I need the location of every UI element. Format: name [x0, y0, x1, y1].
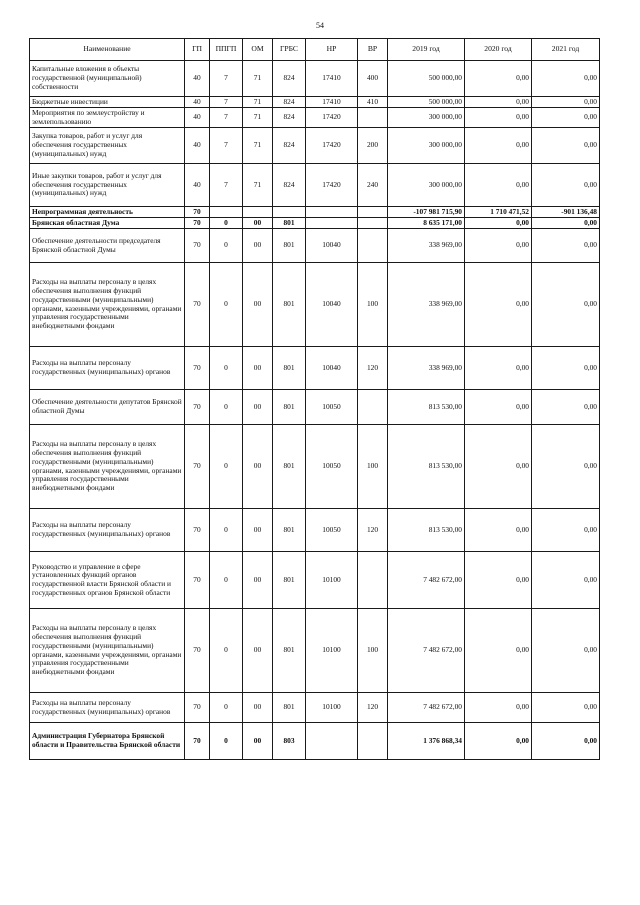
cell-name: Расходы на выплаты персоналу государственных (муниципальных) органов	[30, 347, 185, 390]
cell-grbs: 801	[273, 347, 306, 390]
column-header-vr: ВР	[358, 39, 388, 61]
cell-amount-2021: 0,00	[532, 164, 600, 207]
cell-vr: 100	[358, 609, 388, 693]
cell-amount-2020: 0,00	[465, 164, 532, 207]
cell-grbs: 801	[273, 263, 306, 347]
column-header-2019: 2019 год	[388, 39, 465, 61]
cell-amount-2021: 0,00	[532, 390, 600, 425]
cell-om: 00	[243, 609, 273, 693]
cell-grbs: 801	[273, 552, 306, 609]
cell-amount-2019: 1 376 868,34	[388, 723, 465, 760]
cell-ppgp: 7	[210, 97, 243, 108]
cell-name: Расходы на выплаты персоналу в целях обеспечения выполнения функций государственными (муниципальными) органами, казенными учреждениями, органами управления государственными внебюджетными фондами	[30, 425, 185, 509]
cell-ppgp: 0	[210, 263, 243, 347]
cell-om	[243, 207, 273, 218]
cell-grbs	[273, 207, 306, 218]
cell-amount-2019: 338 969,00	[388, 347, 465, 390]
cell-gp: 70	[185, 693, 210, 723]
cell-om: 71	[243, 108, 273, 128]
cell-om: 00	[243, 552, 273, 609]
cell-ppgp: 0	[210, 609, 243, 693]
cell-ppgp: 7	[210, 61, 243, 97]
cell-amount-2021: 0,00	[532, 61, 600, 97]
cell-amount-2019: 7 482 672,00	[388, 609, 465, 693]
table-header-row	[30, 39, 600, 61]
cell-gp: 40	[185, 108, 210, 128]
table-row	[30, 509, 600, 552]
column-header-ppgp: ППГП	[210, 39, 243, 61]
cell-vr	[358, 390, 388, 425]
cell-gp: 70	[185, 609, 210, 693]
cell-vr	[358, 207, 388, 218]
cell-amount-2021: 0,00	[532, 609, 600, 693]
cell-name: Брянская областная Дума	[30, 218, 185, 229]
table-row	[30, 552, 600, 609]
column-header-2021: 2021 год	[532, 39, 600, 61]
cell-nr: 10040	[306, 229, 358, 263]
cell-vr: 120	[358, 693, 388, 723]
table-row	[30, 229, 600, 263]
cell-amount-2019: 8 635 171,00	[388, 218, 465, 229]
cell-vr	[358, 723, 388, 760]
cell-name: Бюджетные инвестиции	[30, 97, 185, 108]
cell-ppgp: 0	[210, 390, 243, 425]
cell-amount-2021: 0,00	[532, 552, 600, 609]
cell-om: 00	[243, 218, 273, 229]
cell-amount-2020: 0,00	[465, 723, 532, 760]
cell-amount-2021: 0,00	[532, 693, 600, 723]
cell-grbs: 824	[273, 164, 306, 207]
cell-name: Расходы на выплаты персоналу государственных (муниципальных) органов	[30, 509, 185, 552]
cell-amount-2020: 0,00	[465, 229, 532, 263]
cell-amount-2020: 0,00	[465, 263, 532, 347]
cell-nr	[306, 723, 358, 760]
cell-om: 00	[243, 263, 273, 347]
column-header-2020: 2020 год	[465, 39, 532, 61]
cell-gp: 40	[185, 128, 210, 164]
cell-amount-2021: 0,00	[532, 509, 600, 552]
cell-amount-2019: -107 981 715,90	[388, 207, 465, 218]
cell-amount-2021: 0,00	[532, 97, 600, 108]
table-row	[30, 263, 600, 347]
cell-om: 00	[243, 229, 273, 263]
table-row	[30, 218, 600, 229]
cell-amount-2019: 338 969,00	[388, 229, 465, 263]
cell-nr: 17420	[306, 164, 358, 207]
cell-amount-2020: 0,00	[465, 218, 532, 229]
cell-nr: 10040	[306, 347, 358, 390]
cell-vr: 100	[358, 263, 388, 347]
column-header-grbs: ГРБС	[273, 39, 306, 61]
cell-om: 00	[243, 425, 273, 509]
cell-name: Капитальные вложения в объекты государственной (муниципальной) собственности	[30, 61, 185, 97]
cell-vr: 100	[358, 425, 388, 509]
cell-amount-2020: 0,00	[465, 61, 532, 97]
column-header-name: Наименование	[30, 39, 185, 61]
cell-amount-2021: -901 136,48	[532, 207, 600, 218]
cell-amount-2021: 0,00	[532, 347, 600, 390]
cell-om: 00	[243, 347, 273, 390]
cell-amount-2020: 0,00	[465, 693, 532, 723]
cell-vr: 200	[358, 128, 388, 164]
cell-ppgp: 0	[210, 723, 243, 760]
cell-grbs: 801	[273, 609, 306, 693]
cell-ppgp: 7	[210, 128, 243, 164]
cell-ppgp	[210, 207, 243, 218]
cell-amount-2020: 0,00	[465, 128, 532, 164]
cell-amount-2021: 0,00	[532, 229, 600, 263]
cell-nr: 10100	[306, 693, 358, 723]
cell-name: Администрация Губернатора Брянской области и Правительства Брянской области	[30, 723, 185, 760]
cell-gp: 40	[185, 97, 210, 108]
cell-om: 00	[243, 509, 273, 552]
table-row	[30, 207, 600, 218]
cell-amount-2020: 0,00	[465, 347, 532, 390]
cell-vr: 240	[358, 164, 388, 207]
cell-gp: 70	[185, 390, 210, 425]
cell-amount-2020: 0,00	[465, 108, 532, 128]
cell-nr: 10100	[306, 609, 358, 693]
cell-name: Обеспечение деятельности председателя Брянской областной Думы	[30, 229, 185, 263]
cell-gp: 70	[185, 263, 210, 347]
cell-vr	[358, 229, 388, 263]
cell-amount-2019: 300 000,00	[388, 164, 465, 207]
cell-name: Закупка товаров, работ и услуг для обеспечения государственных (муниципальных) нужд	[30, 128, 185, 164]
cell-grbs: 801	[273, 509, 306, 552]
cell-vr	[358, 552, 388, 609]
cell-nr	[306, 207, 358, 218]
table-row	[30, 425, 600, 509]
table-row	[30, 390, 600, 425]
cell-om: 00	[243, 723, 273, 760]
table-row	[30, 128, 600, 164]
cell-grbs: 824	[273, 108, 306, 128]
cell-amount-2020: 1 710 471,52	[465, 207, 532, 218]
cell-nr: 10050	[306, 425, 358, 509]
cell-name: Мероприятия по землеустройству и землепользованию	[30, 108, 185, 128]
cell-gp: 70	[185, 552, 210, 609]
table-row	[30, 347, 600, 390]
cell-ppgp: 0	[210, 229, 243, 263]
table-row	[30, 108, 600, 128]
cell-grbs: 801	[273, 229, 306, 263]
cell-gp: 40	[185, 61, 210, 97]
cell-ppgp: 7	[210, 108, 243, 128]
cell-gp: 70	[185, 229, 210, 263]
cell-name: Руководство и управление в сфере установленных функций органов государственной власти Брянской области и государственных органов Брянской области	[30, 552, 185, 609]
cell-nr: 17420	[306, 108, 358, 128]
cell-vr: 400	[358, 61, 388, 97]
cell-vr: 120	[358, 347, 388, 390]
cell-om: 71	[243, 164, 273, 207]
cell-gp: 70	[185, 425, 210, 509]
cell-amount-2021: 0,00	[532, 128, 600, 164]
cell-grbs: 801	[273, 693, 306, 723]
cell-name: Расходы на выплаты персоналу в целях обеспечения выполнения функций государственными (муниципальными) органами, казенными учреждениями, органами управления государственными внебюджетными фондами	[30, 609, 185, 693]
cell-amount-2020: 0,00	[465, 425, 532, 509]
table-row	[30, 723, 600, 760]
cell-vr: 120	[358, 509, 388, 552]
cell-name: Обеспечение деятельности депутатов Брянской областной Думы	[30, 390, 185, 425]
cell-grbs: 801	[273, 425, 306, 509]
cell-nr: 17410	[306, 61, 358, 97]
cell-grbs: 824	[273, 97, 306, 108]
cell-vr	[358, 108, 388, 128]
cell-om: 71	[243, 97, 273, 108]
cell-gp: 70	[185, 218, 210, 229]
cell-name: Иные закупки товаров, работ и услуг для обеспечения государственных (муниципальных) нужд	[30, 164, 185, 207]
cell-amount-2019: 813 530,00	[388, 509, 465, 552]
cell-ppgp: 0	[210, 218, 243, 229]
cell-grbs: 801	[273, 390, 306, 425]
table-row	[30, 164, 600, 207]
cell-amount-2019: 300 000,00	[388, 128, 465, 164]
cell-nr: 10050	[306, 509, 358, 552]
cell-gp: 70	[185, 723, 210, 760]
cell-nr: 10040	[306, 263, 358, 347]
table-row	[30, 61, 600, 97]
table-row	[30, 97, 600, 108]
cell-amount-2020: 0,00	[465, 97, 532, 108]
cell-vr: 410	[358, 97, 388, 108]
cell-grbs: 824	[273, 61, 306, 97]
cell-ppgp: 7	[210, 164, 243, 207]
cell-nr: 10100	[306, 552, 358, 609]
cell-amount-2021: 0,00	[532, 425, 600, 509]
cell-om: 71	[243, 61, 273, 97]
cell-amount-2019: 300 000,00	[388, 108, 465, 128]
cell-vr	[358, 218, 388, 229]
cell-name: Расходы на выплаты персоналу государственных (муниципальных) органов	[30, 693, 185, 723]
cell-amount-2020: 0,00	[465, 552, 532, 609]
cell-grbs: 801	[273, 218, 306, 229]
cell-ppgp: 0	[210, 693, 243, 723]
cell-gp: 70	[185, 509, 210, 552]
cell-amount-2020: 0,00	[465, 609, 532, 693]
cell-gp: 40	[185, 164, 210, 207]
cell-nr	[306, 218, 358, 229]
cell-om: 71	[243, 128, 273, 164]
cell-om: 00	[243, 390, 273, 425]
column-header-om: ОМ	[243, 39, 273, 61]
cell-ppgp: 0	[210, 552, 243, 609]
column-header-gp: ГП	[185, 39, 210, 61]
cell-amount-2021: 0,00	[532, 263, 600, 347]
cell-amount-2020: 0,00	[465, 509, 532, 552]
cell-ppgp: 0	[210, 425, 243, 509]
table-row	[30, 609, 600, 693]
column-header-nr: НР	[306, 39, 358, 61]
cell-nr: 10050	[306, 390, 358, 425]
cell-amount-2020: 0,00	[465, 390, 532, 425]
cell-om: 00	[243, 693, 273, 723]
page-number: 54	[316, 21, 324, 30]
cell-gp: 70	[185, 207, 210, 218]
cell-amount-2021: 0,00	[532, 108, 600, 128]
cell-amount-2019: 813 530,00	[388, 390, 465, 425]
cell-amount-2021: 0,00	[532, 723, 600, 760]
cell-amount-2019: 813 530,00	[388, 425, 465, 509]
cell-grbs: 824	[273, 128, 306, 164]
cell-amount-2019: 500 000,00	[388, 61, 465, 97]
cell-gp: 70	[185, 347, 210, 390]
cell-ppgp: 0	[210, 347, 243, 390]
cell-nr: 17420	[306, 128, 358, 164]
cell-amount-2019: 338 969,00	[388, 263, 465, 347]
table-row	[30, 693, 600, 723]
cell-name: Непрограммная деятельность	[30, 207, 185, 218]
cell-ppgp: 0	[210, 509, 243, 552]
budget-table	[29, 38, 600, 760]
cell-amount-2019: 7 482 672,00	[388, 552, 465, 609]
cell-amount-2019: 7 482 672,00	[388, 693, 465, 723]
cell-nr: 17410	[306, 97, 358, 108]
cell-amount-2019: 500 000,00	[388, 97, 465, 108]
cell-name: Расходы на выплаты персоналу в целях обеспечения выполнения функций государственными (муниципальными) органами, казенными учреждениями, органами управления государственными внебюджетными фондами	[30, 263, 185, 347]
cell-grbs: 803	[273, 723, 306, 760]
cell-amount-2021: 0,00	[532, 218, 600, 229]
